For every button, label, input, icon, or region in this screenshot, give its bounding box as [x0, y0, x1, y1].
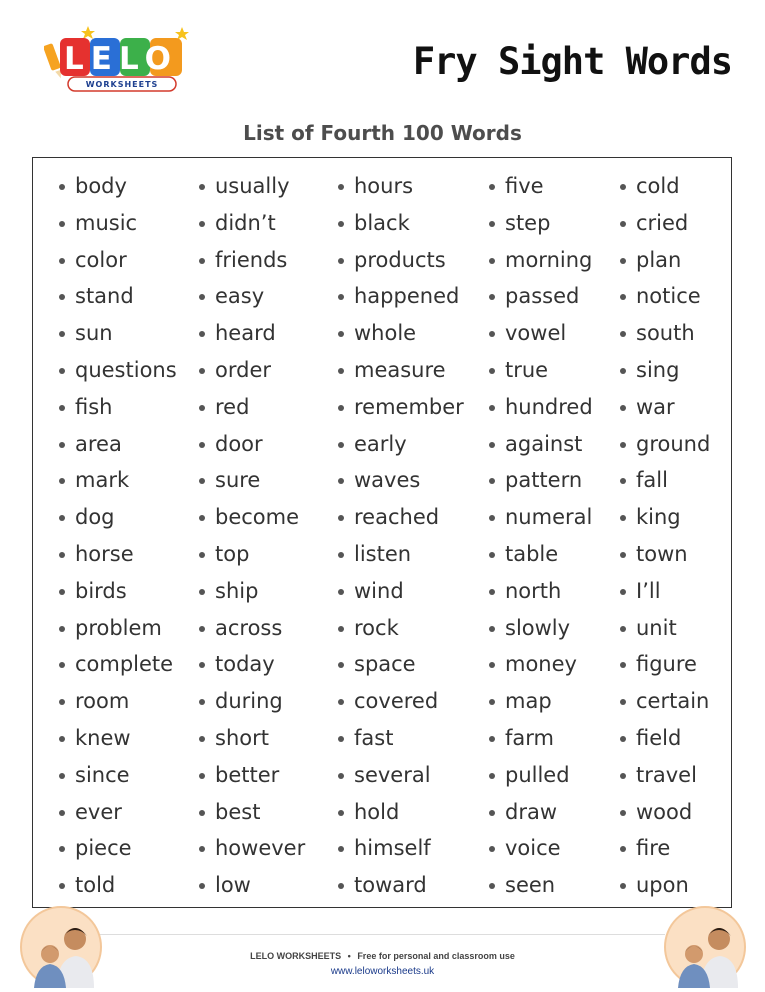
word-item: figure [620, 646, 710, 683]
word-item: remember [338, 389, 464, 426]
word-item: complete [59, 646, 177, 683]
word-item: during [199, 683, 305, 720]
word-item: pulled [489, 757, 593, 794]
word-list-box [32, 157, 732, 908]
word-item: true [489, 352, 593, 389]
word-item: slowly [489, 610, 593, 647]
word-item: short [199, 720, 305, 757]
word-item: fire [620, 830, 710, 867]
word-item: top [199, 536, 305, 573]
word-item: table [489, 536, 593, 573]
word-item: better [199, 757, 305, 794]
word-item: field [620, 720, 710, 757]
word-item: south [620, 315, 710, 352]
logo-text: LELO [64, 41, 178, 77]
word-column-2 [199, 168, 305, 904]
word-item: happened [338, 278, 464, 315]
word-item: usually [199, 168, 305, 205]
word-item: door [199, 426, 305, 463]
word-item: measure [338, 352, 464, 389]
word-item: problem [59, 610, 177, 647]
word-item: notice [620, 278, 710, 315]
word-item: space [338, 646, 464, 683]
footer-note: Free for personal and classroom use [357, 951, 515, 961]
word-item: questions [59, 352, 177, 389]
word-item: against [489, 426, 593, 463]
footer-credit [0, 951, 765, 961]
word-item: sing [620, 352, 710, 389]
word-item: however [199, 830, 305, 867]
word-column-5 [620, 168, 710, 904]
word-item: wood [620, 794, 710, 831]
word-item: draw [489, 794, 593, 831]
footer-separator: • [347, 951, 351, 961]
word-item: cold [620, 168, 710, 205]
word-item: step [489, 205, 593, 242]
word-item: pattern [489, 462, 593, 499]
word-item: upon [620, 867, 710, 904]
word-item: ever [59, 794, 177, 831]
word-item: whole [338, 315, 464, 352]
word-item: listen [338, 536, 464, 573]
word-item: covered [338, 683, 464, 720]
word-item: plan [620, 242, 710, 279]
word-item: ground [620, 426, 710, 463]
word-item: become [199, 499, 305, 536]
word-item: told [59, 867, 177, 904]
avatar [664, 906, 746, 988]
word-item: since [59, 757, 177, 794]
word-item: music [59, 205, 177, 242]
word-item: color [59, 242, 177, 279]
word-item: horse [59, 536, 177, 573]
word-item: sun [59, 315, 177, 352]
star-icon [81, 26, 95, 39]
word-item: voice [489, 830, 593, 867]
word-item: didn’t [199, 205, 305, 242]
word-item: vowel [489, 315, 593, 352]
word-item: map [489, 683, 593, 720]
word-item: hold [338, 794, 464, 831]
word-item: rock [338, 610, 464, 647]
footer-url-link[interactable]: www.leloworksheets.uk [330, 966, 435, 977]
word-item: easy [199, 278, 305, 315]
word-item: waves [338, 462, 464, 499]
word-item: area [59, 426, 177, 463]
word-item: passed [489, 278, 593, 315]
word-item: sure [199, 462, 305, 499]
word-item: black [338, 205, 464, 242]
word-item: numeral [489, 499, 593, 536]
word-item: unit [620, 610, 710, 647]
word-item: birds [59, 573, 177, 610]
word-item: today [199, 646, 305, 683]
word-item: king [620, 499, 710, 536]
word-item: ship [199, 573, 305, 610]
word-item: room [59, 683, 177, 720]
word-item: across [199, 610, 305, 647]
word-item: hours [338, 168, 464, 205]
word-item: heard [199, 315, 305, 352]
word-item: fall [620, 462, 710, 499]
word-item: red [199, 389, 305, 426]
word-item: certain [620, 683, 710, 720]
lelo-logo-graphic [44, 24, 198, 94]
word-item: north [489, 573, 593, 610]
word-item: several [338, 757, 464, 794]
word-item: five [489, 168, 593, 205]
word-item: body [59, 168, 177, 205]
word-item: farm [489, 720, 593, 757]
word-item: hundred [489, 389, 593, 426]
word-item: war [620, 389, 710, 426]
word-item: stand [59, 278, 177, 315]
word-item: products [338, 242, 464, 279]
logo-tagline: WORKSHEETS [85, 80, 159, 89]
word-item: order [199, 352, 305, 389]
word-column-1 [59, 168, 177, 904]
word-item: fish [59, 389, 177, 426]
word-item: piece [59, 830, 177, 867]
word-item: himself [338, 830, 464, 867]
mascot-illustration [664, 906, 746, 988]
page-title: Fry Sight Words [412, 40, 732, 83]
word-item: early [338, 426, 464, 463]
word-item: money [489, 646, 593, 683]
word-item: dog [59, 499, 177, 536]
lelo-logo [44, 24, 198, 94]
word-item: knew [59, 720, 177, 757]
word-column-3 [338, 168, 464, 904]
footer-divider [100, 934, 665, 935]
word-item: best [199, 794, 305, 831]
word-item: toward [338, 867, 464, 904]
star-icon [175, 27, 189, 40]
word-item: reached [338, 499, 464, 536]
worksheet-subtitle: List of Fourth 100 Words [243, 121, 522, 145]
word-item: mark [59, 462, 177, 499]
word-item: cried [620, 205, 710, 242]
word-item: town [620, 536, 710, 573]
word-item: fast [338, 720, 464, 757]
footer-brand: LELO WORKSHEETS [250, 951, 342, 961]
word-item: morning [489, 242, 593, 279]
word-item: wind [338, 573, 464, 610]
word-column-4 [489, 168, 593, 904]
word-item: seen [489, 867, 593, 904]
word-item: I’ll [620, 573, 710, 610]
word-item: travel [620, 757, 710, 794]
word-item: low [199, 867, 305, 904]
word-item: friends [199, 242, 305, 279]
